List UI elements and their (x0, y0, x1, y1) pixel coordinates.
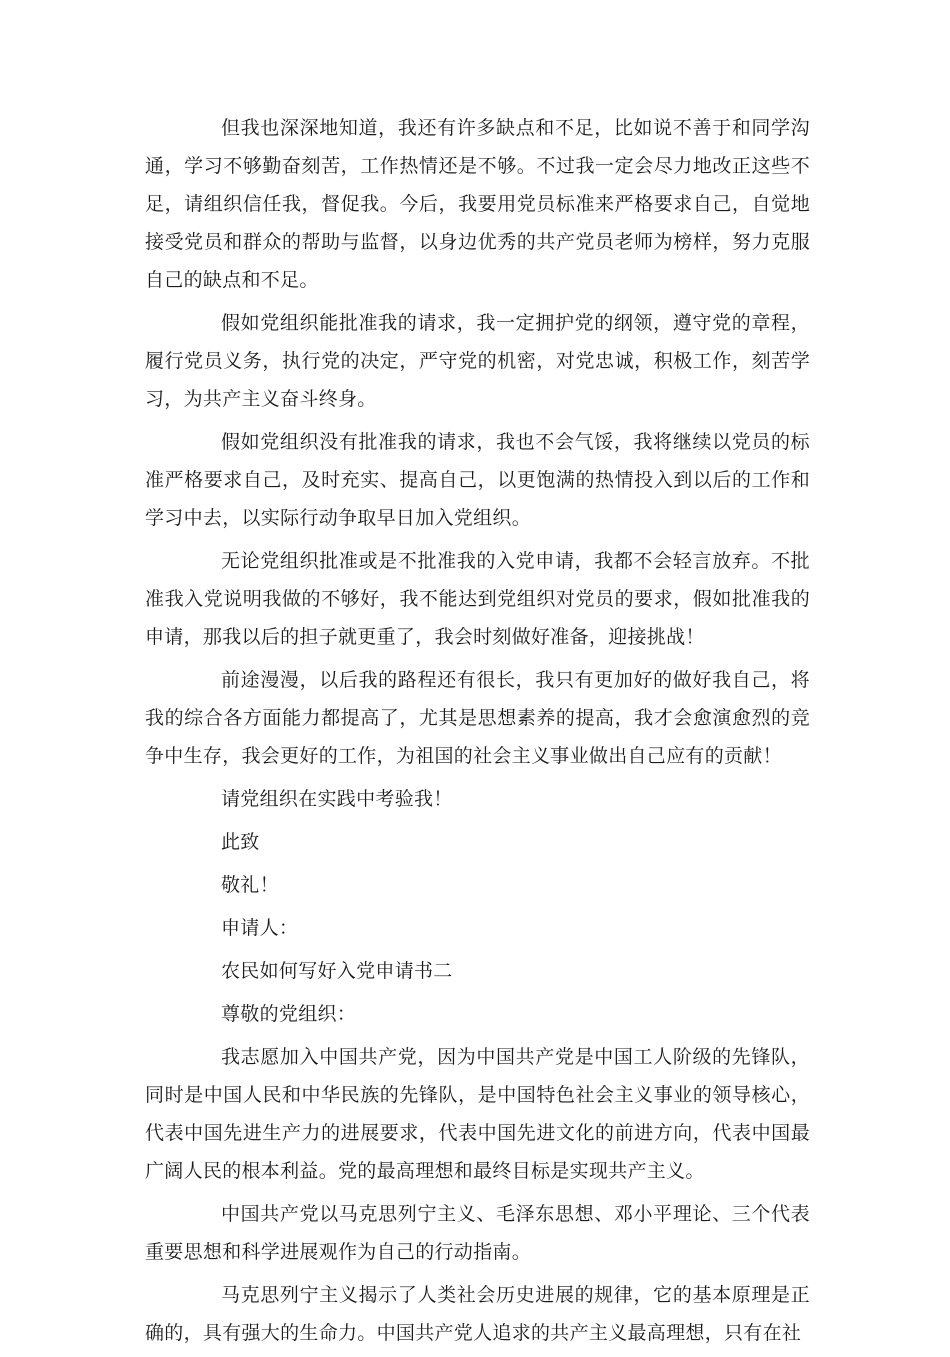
paragraph-guiding-theory: 中国共产党以马克思列宁主义、毛泽东思想、邓小平理论、三个代表重要思想和科学进展观作为自己的行动指南。 (145, 1203, 810, 1263)
paragraph-if-not-approved: 假如党组织没有批准我的请求，我也不会气馁，我将继续以党员的标准严格要求自己，及时充实、提高自己，以更饱满的热情投入到以后的工作和学习中去，以实际行动争取早日加入党组织。 (145, 431, 810, 529)
line-greeting: 尊敬的党组织： (221, 1003, 357, 1025)
paragraph-volunteer: 我志愿加入中国共产党，因为中国共产党是中国工人阶级的先锋队，同时是中国人民和中华民族的先锋队，是中国特色社会主义事业的领导核心，代表中国先进生产力的进展要求，代表中国先进文化的前进方向，代表中国最广阔人民的根本利益。党的最高理想和最终目标是实现共产主义。 (145, 1046, 810, 1182)
document-body (145, 109, 810, 1357)
paragraph-shortcomings: 但我也深深地知道，我还有许多缺点和不足，比如说不善于和同学沟通，学习不够勤奋刻苦，工作热情还是不够。不过我一定会尽力地改正这些不足，请组织信任我，督促我。今后，我要用党员标准来严格要求自己，自觉地接受党员和群众的帮助与监督，以身边优秀的共产党员老师为榜样，努力克服自己的缺点和不足。 (145, 117, 810, 291)
section-title: 农民如何写好入党申请书二 (221, 960, 453, 982)
line-applicant: 申请人： (221, 917, 299, 939)
line-test-me: 请党组织在实践中考验我！ (221, 788, 453, 810)
line-salutation: 此致 (221, 831, 260, 853)
paragraph-regardless: 无论党组织批准或是不批准我的入党申请，我都不会轻言放弃。不批准我入党说明我做的不够好，我不能达到党组织对党员的要求，假如批准我的申请，那我以后的担子就更重了，我会时刻做好准备，迎接挑战！ (145, 550, 810, 648)
paragraph-if-approved: 假如党组织能批准我的请求，我一定拥护党的纲领，遵守党的章程，履行党员义务，执行党的决定，严守党的机密，对党忠诚，积极工作，刻苦学习，为共产主义奋斗终身。 (145, 312, 810, 410)
paragraph-marxism: 马克思列宁主义揭示了人类社会历史进展的规律，它的基本原理是正确的，具有强大的生命力。中国共产党人追求的共产主义最高理想，只有在社 (145, 1284, 810, 1344)
paragraph-future: 前途漫漫，以后我的路程还有很长，我只有更加好的做好我自己，将我的综合各方面能力都提高了，尤其是思想素养的提高，我才会愈演愈烈的竞争中生存，我会更好的工作，为祖国的社会主义事业做出自己应有的贡献！ (145, 669, 810, 767)
line-regards: 敬礼！ (221, 874, 279, 896)
